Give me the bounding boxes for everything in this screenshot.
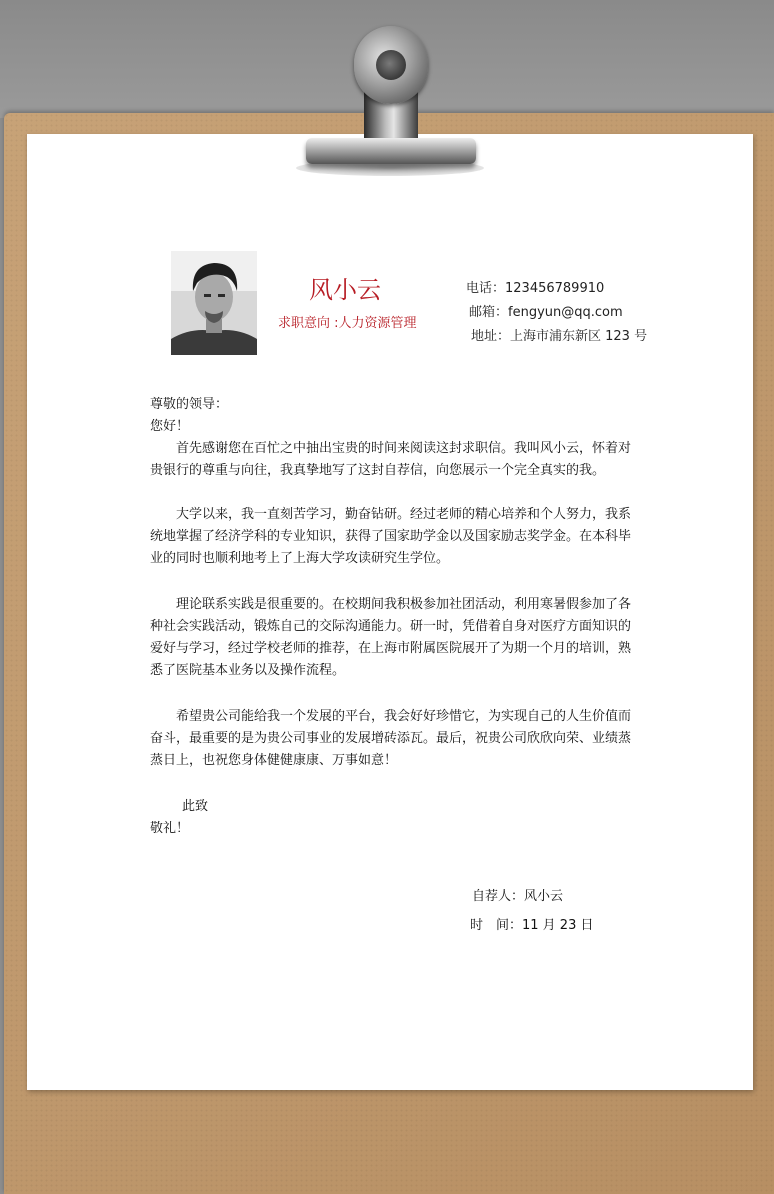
paragraph-closing: 希望贵公司能给我一个发展的平台，我会好好珍惜它，为实现自己的人生价值而奋斗，最重要的是为贵公司事业的发展增砖添瓦。最后，祝贵公司欣欣向荣、业绩蒸蒸日上，也祝您身体健健康康、万事如意！ <box>150 709 632 768</box>
closing-line-2: 敬礼！ <box>150 821 190 836</box>
signature-date: 时 间：11 月 23 日 <box>470 918 594 933</box>
contact-address: 地址：上海市浦东新区 123 号 <box>471 329 648 344</box>
paragraph-study: 大学以来，我一直刻苦学习，勤奋钻研。经过老师的精心培养和个人努力，我系统地掌握了经济学科的专业知识，获得了国家助学金以及国家励志奖学金。在本科毕业的同时也顺利地考上了上海大学攻读研究生学位。 <box>150 507 632 566</box>
portrait-photo-icon <box>171 251 257 355</box>
paragraph-intro: 首先感谢您在百忙之中抽出宝贵的时间来阅读这封求职信。我叫风小云，怀着对贵银行的尊重与向往，我真挚地写了这封自荐信，向您展示一个完全真实的我。 <box>150 441 632 478</box>
clip-plate <box>306 138 476 164</box>
applicant-name: 风小云 <box>309 276 381 304</box>
contact-email: 邮箱：fengyun@qq.com <box>469 305 623 320</box>
clip-hole <box>376 50 406 80</box>
salutation: 尊敬的领导： <box>150 397 229 412</box>
job-intent: 求职意向 :人力资源管理 <box>278 316 417 331</box>
avatar <box>171 251 257 355</box>
signature-sender: 自荐人：风小云 <box>472 889 564 904</box>
greeting: 您好！ <box>150 419 190 434</box>
letter-body <box>150 394 640 840</box>
contact-phone: 电话：123456789910 <box>466 281 605 296</box>
paragraph-practice: 理论联系实践是很重要的。在校期间我积极参加社团活动，利用寒暑假参加了各种社会实践活动，锻炼自己的交际沟通能力。研一时，凭借着自身对医疗方面知识的爱好与学习，经过学校老师的推荐，在上海市附属医院展开了为期一个月的培训，熟悉了医院基本业务以及操作流程。 <box>150 597 632 678</box>
closing-line-1: 此致 <box>182 799 209 814</box>
